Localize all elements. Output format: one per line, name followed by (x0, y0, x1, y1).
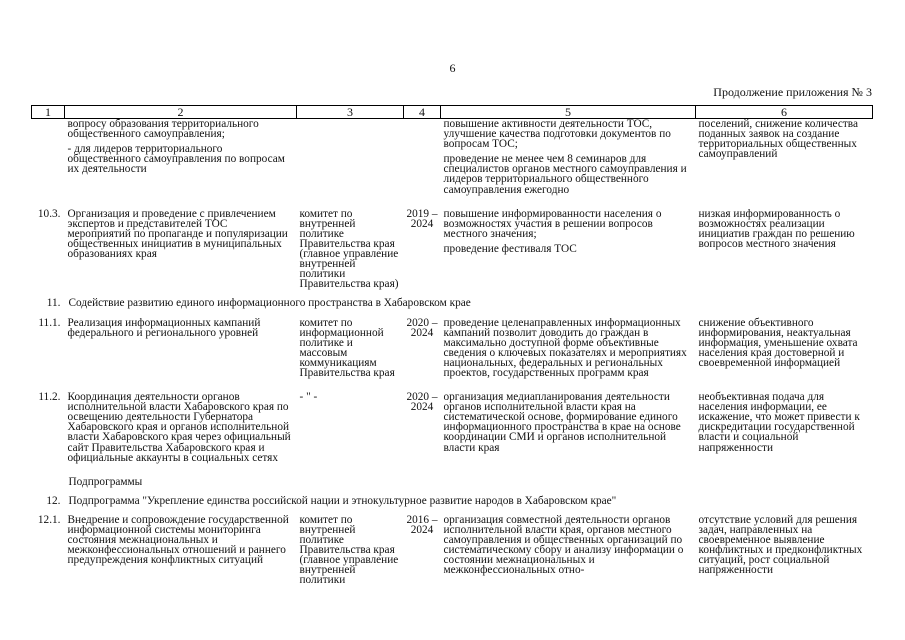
section-title: Подпрограммы (68, 475, 143, 488)
result-cell-paragraph: организация совместной деятельности органов исполнительной власти края, органов местного самоуправления и общественных организаций по систематическому сбору и анализу информации о состоянии межнациональных и межконфессиональных отно- (443, 513, 684, 577)
consequence-cell: снижение объективного информирования, неактуальная информация, уменьшение охвата населения края достоверной и своевременной информацией (698, 316, 858, 369)
row-number: 11.1. (38, 316, 61, 329)
section-title: Содействие развитию единого информационного пространства в Хабаровском крае (68, 297, 471, 310)
table-row (32, 298, 873, 317)
activity-cell (65, 392, 297, 477)
activity-cell (65, 515, 297, 595)
result-cell (441, 119, 696, 209)
col-header: 1 (32, 106, 65, 119)
consequence-cell: низкая информированность о возможностях реализации инициатив граждан по решению вопросов местного значения (698, 207, 855, 250)
result-cell-paragraph: проведение целенаправленных информационных кампаний позволит доводить до граждан в максимально доступной форме объективные сведения о ключевых показателях и мероприятиях национальных, федеральных и региональных проектов, государственных программ края (443, 316, 687, 379)
table-row (32, 392, 873, 477)
col-header: 6 (696, 106, 873, 119)
activity-cell-paragraph: Организация и проведение с привлечением экспертов и представителей ТОС мероприятий по пропаганде и популяризации общественных инициатив в муниципальных образованиях края (67, 207, 288, 261)
period-cell (404, 119, 441, 209)
page-number: 6 (449, 61, 456, 75)
table-row (32, 477, 873, 496)
responsible-cell (297, 119, 404, 209)
row-number: 12.1. (37, 513, 61, 526)
continuation-note: Продолжение приложения № 3 (713, 85, 872, 99)
result-cell-paragraph: проведение не менее чем 8 семинаров для специалистов органов местного самоуправления и лидеров территориального общественного самоуправления ежегодно (443, 153, 687, 196)
period-cell: 2019 – 2024 (406, 207, 438, 230)
result-cell-paragraph: повышение информированности населения о возможностях участия в решении вопросов местного значения; (443, 207, 662, 240)
table-row (32, 318, 873, 393)
activity-cell (65, 209, 297, 299)
result-cell-paragraph: организация медиапланирования деятельности органов исполнительной власти края на систематической основе, формирование единого информационного пространства в крае на основе координации СМИ и органов исполнительной власти края (443, 391, 681, 454)
result-cell-paragraph: повышение активности деятельности ТОС, улучшение качества подготовки документов по вопросам ТОС; (443, 118, 671, 151)
col-header: 3 (297, 106, 404, 119)
col-header: 5 (441, 106, 696, 119)
section-title: Подпрограмма "Укрепление единства российской нации и этнокультурное развитие народов в Хабаровском крае" (68, 494, 617, 507)
activity-cell (65, 318, 297, 393)
consequence-cell: отсутствие условий для решения задач, направленных на своевременное выявление конфликтных и предконфликтных ситуаций, рост социальной напряженности (698, 513, 863, 577)
row-number: 12. (46, 494, 61, 507)
period-cell: 2020 – 2024 (406, 391, 438, 414)
activity-cell-paragraph: Внедрение и сопровождение государственной информационной системы мониторинга состояния межнациональных и межконфессиональных отношений и раннего предупреждения конфликтных ситуаций (67, 513, 289, 567)
result-cell (441, 515, 696, 595)
result-cell (441, 209, 696, 299)
row-number (32, 477, 65, 496)
period-cell: 2020 – 2024 (406, 316, 438, 339)
activity-cell-paragraph: вопросу образования территориального общественного самоуправления; (67, 118, 259, 141)
activity-cell-paragraph: - для лидеров территориального общественного самоуправления по вопросам их деятельности (67, 143, 285, 176)
consequence-cell: поселений, снижение количества поданных заявок на создание территориальных общественных самоуправлений (698, 118, 859, 161)
col-header: 2 (65, 106, 297, 119)
table-row (32, 209, 873, 299)
activity-cell (65, 119, 297, 209)
activity-cell-paragraph: Реализация информационных кампаний федерального и регионального уровней (67, 316, 261, 339)
plan-table (31, 105, 873, 595)
table-body (32, 119, 873, 595)
row-number (32, 119, 65, 209)
row-number: 10.3. (37, 207, 61, 220)
responsible-cell: комитет по внутренней политике Правительства края (главное управление внутренней политики Правительства края) (299, 207, 399, 291)
result-cell-paragraph: проведение фестиваля ТОС (443, 242, 577, 255)
responsible-cell: - " - (299, 391, 318, 404)
responsible-cell: комитет по внутренней политике Правительства края (главное управление внутренней политики (299, 513, 399, 587)
col-header: 4 (404, 106, 441, 119)
table-row (32, 496, 873, 515)
period-cell: 2016 – 2024 (406, 513, 438, 536)
header-row (32, 106, 873, 119)
table-row (32, 515, 873, 595)
responsible-cell: комитет по информационной политике и массовым коммуникациям Правительства края (299, 316, 395, 379)
result-cell (441, 392, 696, 477)
result-cell (441, 318, 696, 393)
activity-cell-paragraph: Координация деятельности органов исполнительной власти Хабаровского края по освещению деятельности Губернатора Хабаровского края и органов исполнительной власти Хабаровского края через официальный сайт Правительства Хабаровского края и официальные аккаунты в социальных сетях (67, 391, 291, 464)
table-row (32, 119, 873, 209)
consequence-cell: необъективная подача для населения информации, ее искажение, что может привести к дискредитации государственной власти и социальной напряженности (698, 391, 860, 454)
row-number: 11.2. (38, 391, 61, 404)
row-number: 11. (46, 297, 61, 310)
